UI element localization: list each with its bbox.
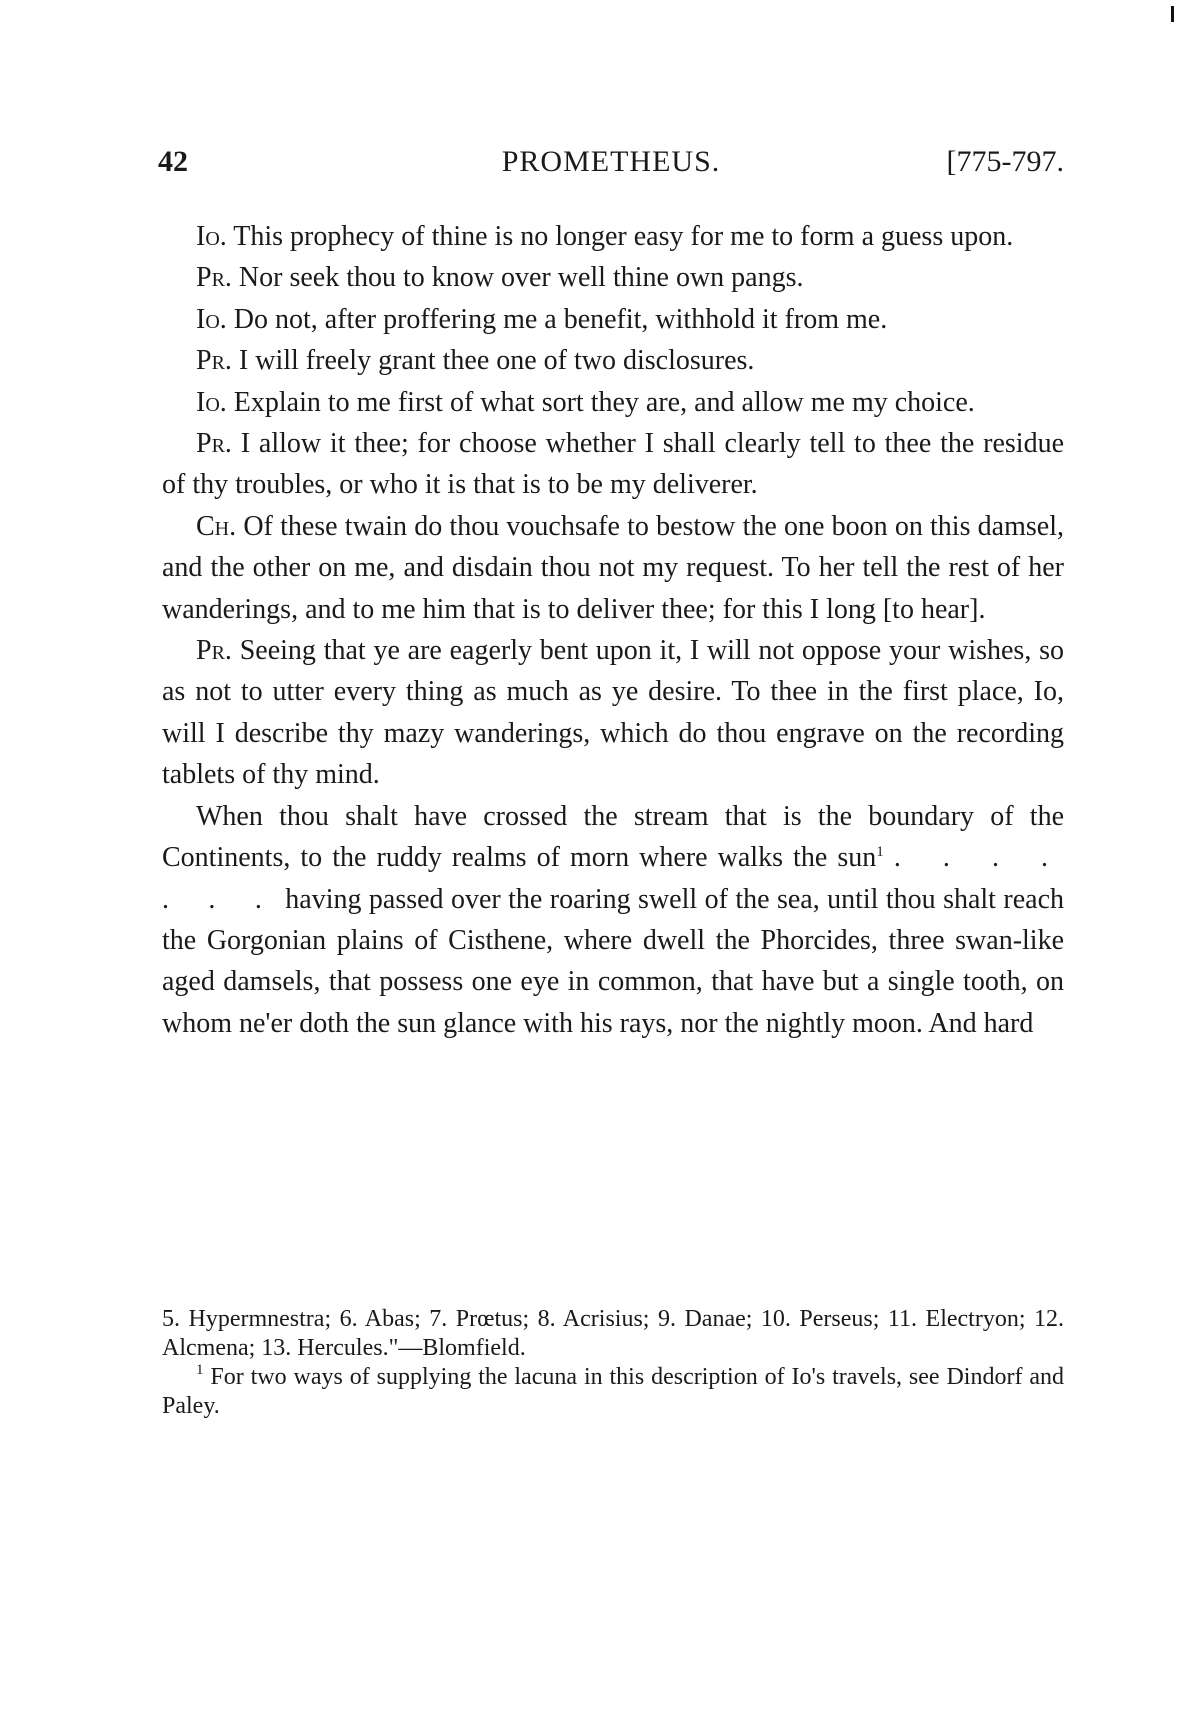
speaker: Io. bbox=[196, 386, 227, 418]
narrative-paragraph bbox=[162, 796, 1064, 1044]
dialogue-paragraph bbox=[162, 630, 1064, 796]
running-header bbox=[158, 140, 1064, 184]
footnotes bbox=[162, 1305, 1064, 1421]
speech: Nor seek thou to know over well thine own pangs. bbox=[238, 262, 804, 294]
speech: Of these twain do thou vouchsafe to bestow the one boon on this damsel, and the other on me, and disdain thou not my request. To her tell the rest of her wanderings, and to me him that is to deliver thee; for this I long [to hear]. bbox=[162, 510, 1064, 625]
dialogue-paragraph bbox=[162, 382, 1064, 423]
speech: I allow it thee; for choose whether I shall clearly tell to thee the residue of thy troubles, or who it is that is to be my deliverer. bbox=[162, 428, 1064, 501]
page-title: PROMETHEUS. bbox=[501, 145, 721, 178]
footnote-reference: 1 bbox=[876, 844, 884, 861]
line-range: [775-797. bbox=[946, 145, 1064, 178]
dialogue-paragraph bbox=[162, 299, 1064, 340]
speech: I will freely grant thee one of two disclosures. bbox=[238, 345, 755, 377]
dialogue-paragraph bbox=[162, 216, 1064, 257]
speech: Do not, after proffering me a benefit, withhold it from me. bbox=[233, 303, 888, 335]
dialogue-paragraph bbox=[162, 340, 1064, 381]
speaker: Io. bbox=[196, 303, 227, 335]
narrative-end: having passed over the roaring swell of the sea, until thou shalt reach the Gorgonian plains of Cisthene, where dwell the Phorcides, three swan-like aged damsels, that possess one eye in common, that have but a single tooth, on whom ne'er doth the sun glance with his rays, nor the nightly moon. And hard bbox=[162, 883, 1064, 1039]
speaker: Io. bbox=[196, 221, 227, 252]
footnote bbox=[162, 1363, 1064, 1421]
dialogue-paragraph bbox=[162, 423, 1064, 506]
main-text bbox=[162, 216, 1064, 1044]
speech: This prophecy of thine is no longer easy for me to form a guess upon. bbox=[233, 221, 1014, 252]
footnote-continuation: 5. Hypermnestra; 6. Abas; 7. Prœtus; 8. Acrisius; 9. Danae; 10. Perseus; 11. Electryon; 12. Alcmena; 13. Hercules."—Blomfield. bbox=[162, 1306, 1064, 1361]
margin-mark bbox=[1171, 6, 1174, 22]
dialogue-paragraph bbox=[162, 506, 1064, 630]
lacuna-dots: . . . . . . . bbox=[162, 842, 1065, 915]
speaker: Pr. bbox=[196, 635, 232, 667]
narrative-start: When thou shalt have crossed the stream that is the boundary of the Continents, to the ruddy realms of morn where walks the sun bbox=[162, 800, 1064, 874]
speech: Explain to me first of what sort they are, and allow me my choice. bbox=[233, 386, 975, 418]
page-number: 42 bbox=[158, 145, 188, 178]
speaker: Pr. bbox=[196, 262, 232, 294]
footnote-text: For two ways of supplying the lacuna in this description of Io's travels, see Dindorf and Paley. bbox=[162, 1364, 1065, 1419]
speaker: Pr. bbox=[196, 428, 232, 460]
speaker: Ch. bbox=[196, 510, 237, 542]
footnote-marker: 1 bbox=[196, 1362, 204, 1378]
speech: Seeing that ye are eagerly bent upon it, I will not oppose your wishes, so as not to utter every thing as much as ye desire. To thee in the first place, Io, will I describe thy mazy wanderings, which do thou engrave on the recording tablets of thy mind. bbox=[162, 635, 1064, 791]
speaker: Pr. bbox=[196, 345, 232, 377]
dialogue-paragraph bbox=[162, 257, 1064, 298]
